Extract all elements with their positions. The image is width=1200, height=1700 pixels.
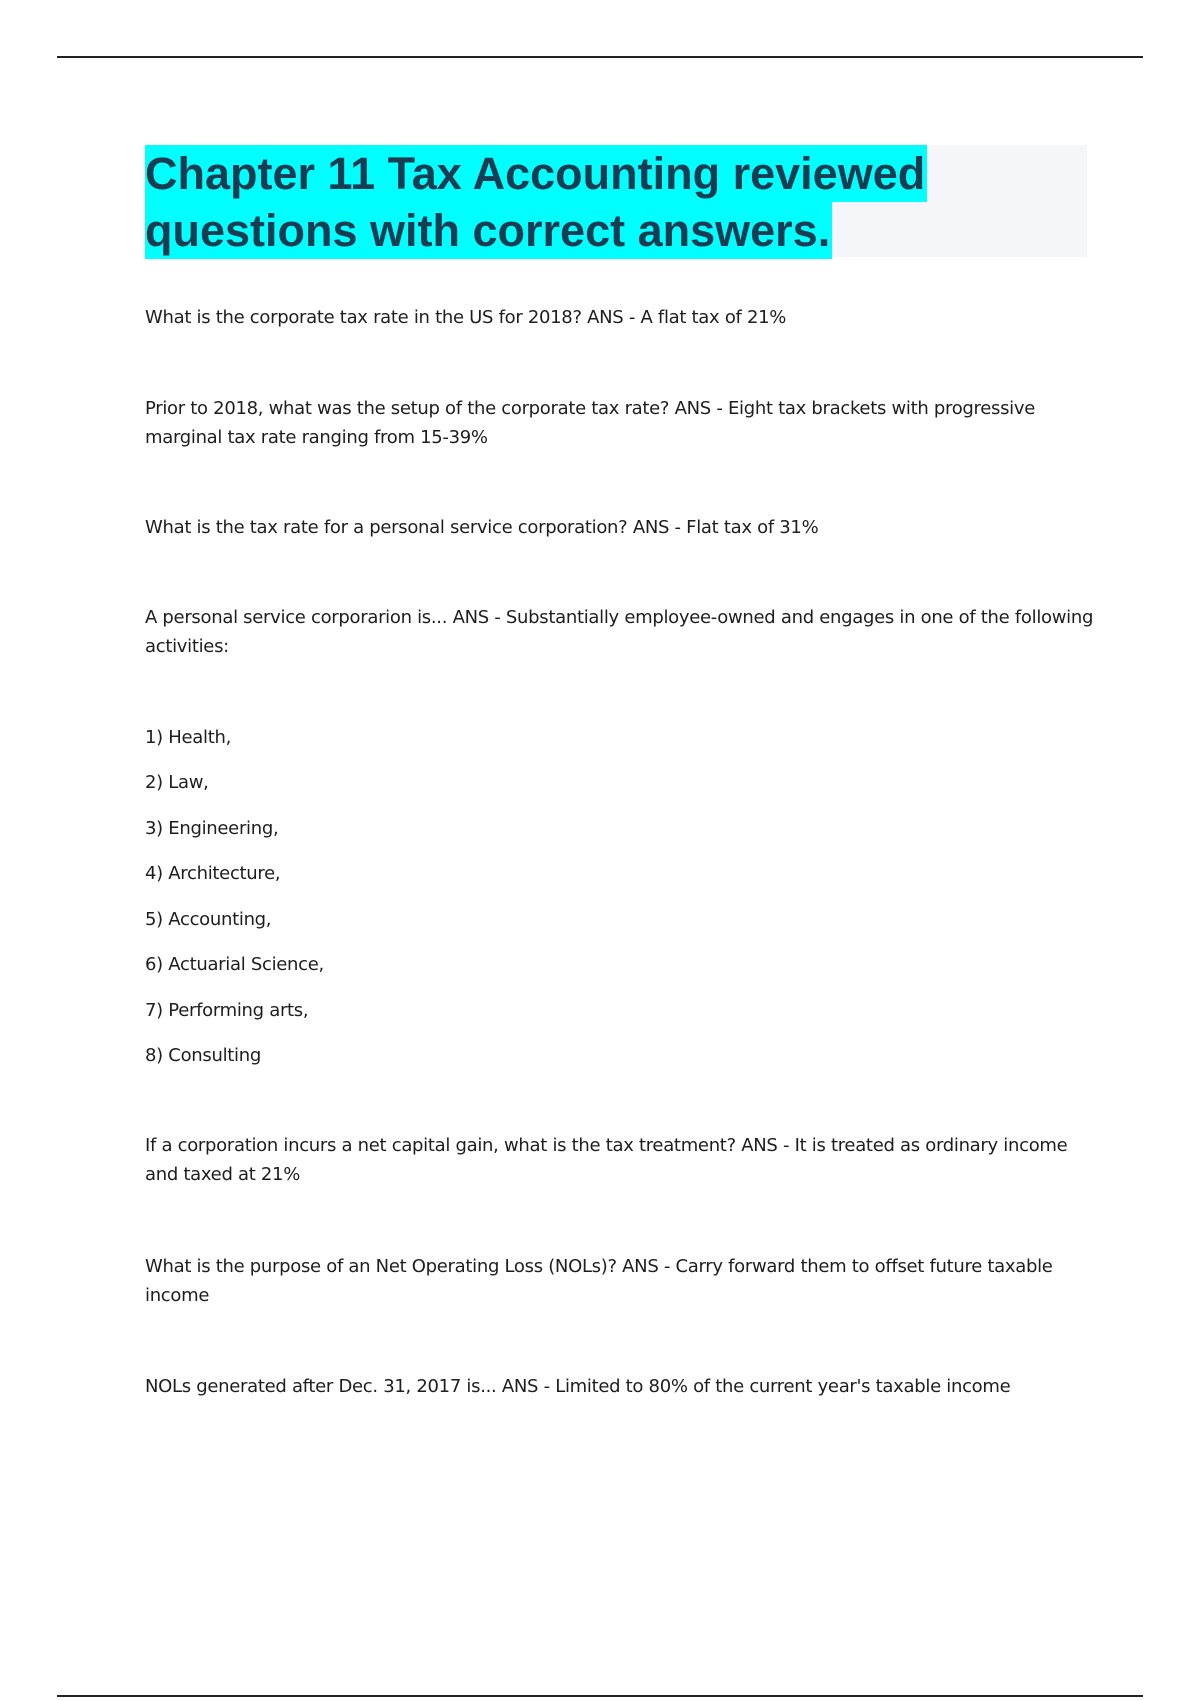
page-title [145,145,1087,259]
qa-paragraph-3: What is the tax rate for a personal service corporation? ANS - Flat tax of 31% [145,517,819,538]
activity-item-2: 2) Law, [145,772,209,793]
title-block [145,145,1087,257]
activity-item-1: 1) Health, [145,727,232,748]
activity-item-8: 8) Consulting [145,1045,261,1066]
activity-item-4: 4) Architecture, [145,863,281,884]
page-title-line-1: Chapter 11 Tax Accounting reviewed [145,145,927,202]
activity-item-7: 7) Performing arts, [145,1000,309,1021]
page-title-line-2: questions with correct answers. [145,202,832,259]
qa-paragraph-2: Prior to 2018, what was the setup of the corporate tax rate? ANS - Eight tax brackets with progressive marginal tax rate ranging from 15-39% [145,398,1036,448]
footer-rule [57,1695,1143,1697]
qa-paragraph-5: If a corporation incurs a net capital gain, what is the tax treatment? ANS - It is treated as ordinary income and taxed at 21% [145,1135,1068,1185]
qa-paragraph-7: NOLs generated after Dec. 31, 2017 is... ANS - Limited to 80% of the current year's taxable income [145,1376,1011,1397]
qa-paragraph-4: A personal service corporarion is... ANS - Substantially employee-owned and engages in one of the following activities: [145,607,1094,657]
header-rule [57,56,1143,58]
qa-paragraph-1: What is the corporate tax rate in the US for 2018? ANS - A flat tax of 21% [145,307,787,328]
activity-item-6: 6) Actuarial Science, [145,954,324,975]
activity-item-3: 3) Engineering, [145,818,279,839]
qa-paragraph-6: What is the purpose of an Net Operating Loss (NOLs)? ANS - Carry forward them to offset future taxable income [145,1256,1053,1306]
activity-item-5: 5) Accounting, [145,909,272,930]
